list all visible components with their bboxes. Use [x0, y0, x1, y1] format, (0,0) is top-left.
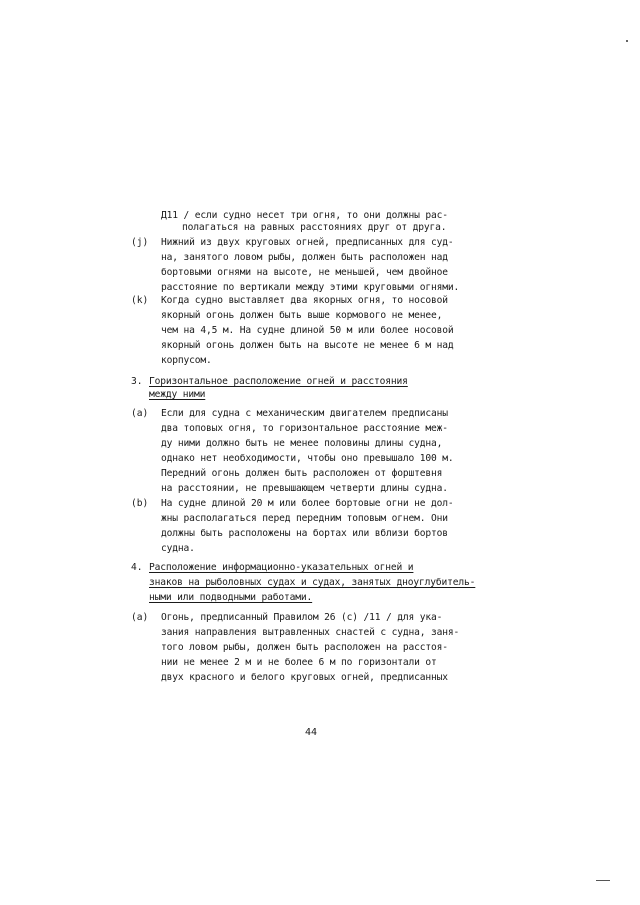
text-line: Огонь, предписанный Правилом 26 (с) /11 / для ука-: [161, 612, 443, 623]
text-line: на расстоянии, не превышающем четверти длины судна.: [161, 483, 448, 494]
page-number: 44: [305, 727, 318, 738]
text-line: корпусом.: [161, 355, 212, 366]
scan-speck: [596, 880, 610, 881]
text-line: якорный огонь должен быть выше кормового не менее,: [161, 310, 443, 321]
text-line: расстояние по вертикали между этими круговыми огнями.: [161, 282, 460, 293]
text-line: судна.: [161, 543, 195, 554]
text-line: Д11 / если судно несет три огня, то они должны рас-: [161, 210, 448, 221]
scan-speck: [626, 40, 628, 42]
text-line: должны быть расположены на бортах или вблизи бортов: [161, 528, 448, 539]
paragraph-marker: (a): [131, 408, 149, 419]
paragraph-marker: (b): [131, 498, 149, 509]
paragraph-marker: (k): [131, 295, 149, 306]
text-line: жны располагаться перед передним топовым огнем. Они: [161, 513, 448, 524]
text-line: нии не менее 2 м и не более 6 м по горизонтали от: [161, 657, 437, 668]
text-line: Когда судно выставляет два якорных огня, то носовой: [161, 295, 448, 306]
section-number: 4.: [131, 562, 143, 573]
text-line: бортовыми огнями на высоте, не меньшей, чем двойное: [161, 267, 448, 278]
text-line: однако нет необходимости, чтобы оно превышало 100 м.: [161, 453, 454, 464]
text-line: полагаться на равных расстояниях друг от друга.: [182, 222, 447, 233]
heading-line: между ними: [149, 389, 206, 400]
heading-line: знаков на рыболовных судах и судах, занятых дноуглубитель-: [149, 577, 476, 588]
heading-line: ными или подводными работами.: [149, 592, 313, 603]
text-line: чем на 4,5 м. На судне длиной 50 м или более носовой: [161, 325, 454, 336]
heading-line: Горизонтальное расположение огней и расстояния: [149, 376, 408, 387]
heading-line: Расположение информационно-указательных огней и: [149, 562, 414, 573]
paragraph-marker: (j): [131, 237, 149, 248]
text-line: двух красного и белого круговых огней, предписанных: [161, 672, 448, 683]
text-line: того ловом рыбы, должен быть расположен на расстоя-: [161, 642, 448, 653]
text-line: Если для судна с механическим двигателем предписаны: [161, 408, 448, 419]
paragraph-marker: (a): [131, 612, 149, 623]
text-line: Нижний из двух круговых огней, предписанных для суд-: [161, 237, 454, 248]
section-number: 3.: [131, 376, 143, 387]
text-line: зания направления вытравленных снастей с судна, заня-: [161, 627, 460, 638]
text-line: Передний огонь должен быть расположен от форштевня: [161, 468, 443, 479]
text-line: якорный огонь должен быть на высоте не менее 6 м над: [161, 340, 454, 351]
text-line: ду ними должно быть не менее половины длины судна,: [161, 438, 443, 449]
text-line: два топовых огня, то горизонтальное расстояние меж-: [161, 423, 448, 434]
text-line: На судне длиной 20 м или более бортовые огни не дол-: [161, 498, 454, 509]
text-line: на, занятого ловом рыбы, должен быть расположен над: [161, 252, 448, 263]
